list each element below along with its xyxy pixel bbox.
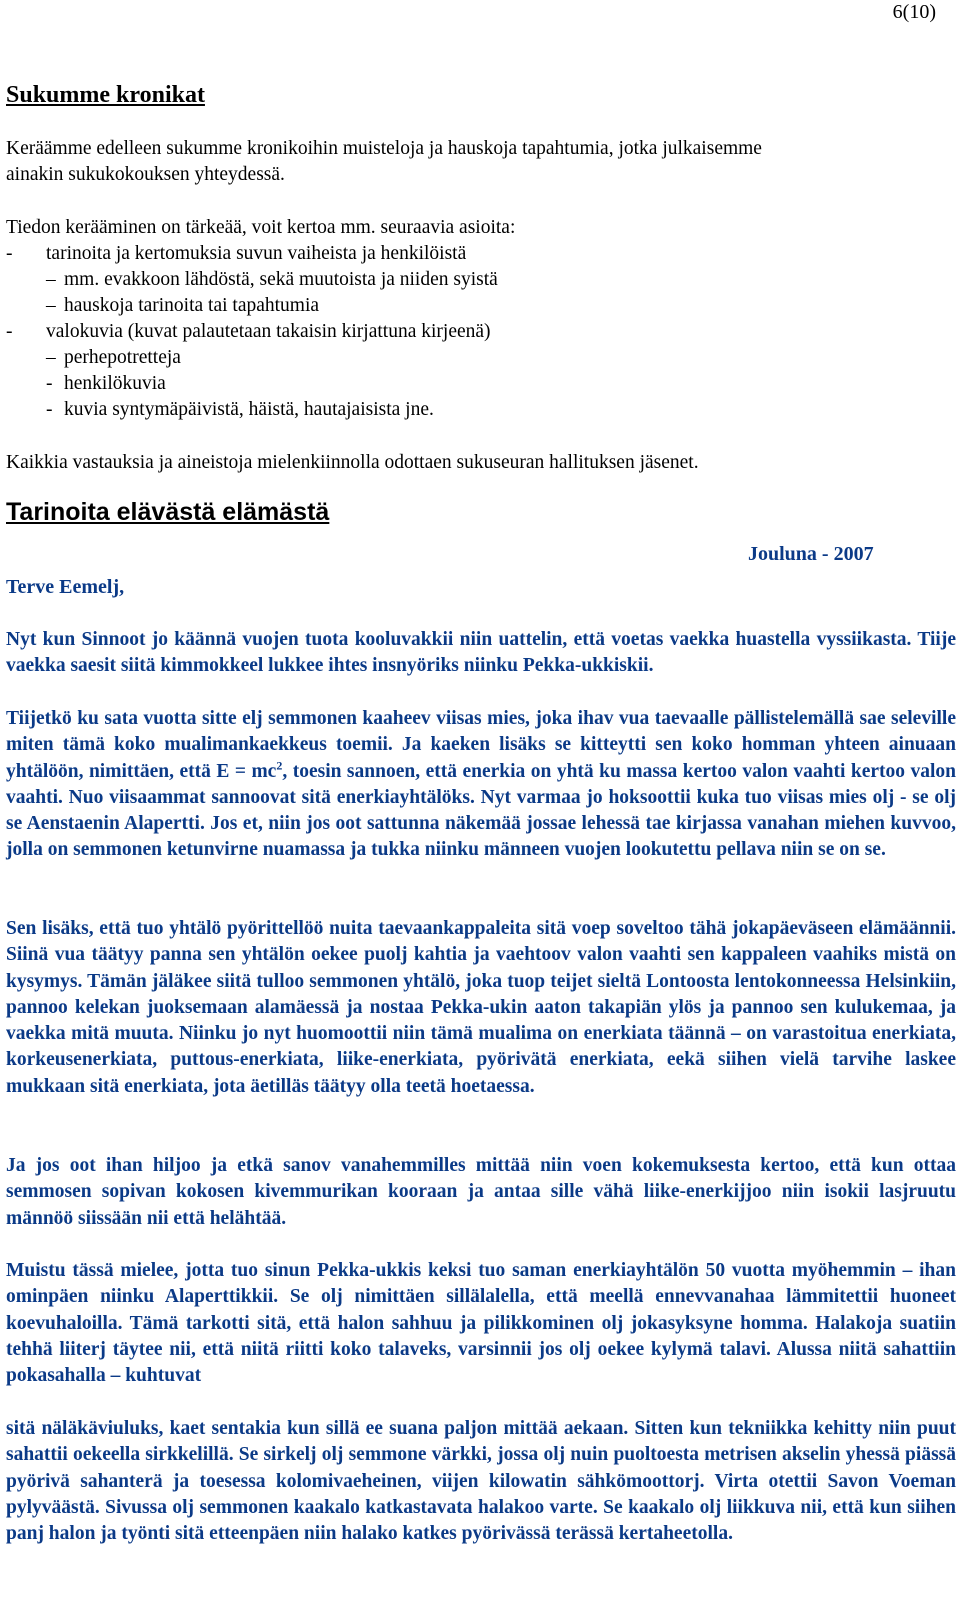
letter-paragraph-2-start: Tiijetkö ku sata vuotta sitte elj semmonen kaaheev viisas mies, joka ihav vua taevaalle pällistelemällä sae seleville miten tämä koko mualimankaekkeus toemii. Ja kaeken lisäks se kitteytti sen koko homman yhteen ainuaan yhtälöön, nimittäen, että E = mc — [6, 708, 956, 782]
equation-exponent: 2 — [276, 758, 283, 773]
list-marker: - — [6, 321, 13, 342]
list-item-text: valokuvia (kuvat palautetaan takaisin kirjattuna kirjeenä) — [46, 321, 491, 342]
list-marker: – — [46, 269, 56, 290]
list-item-text: kuvia syntymäpäivistä, häistä, hautajaisista jne. — [64, 399, 434, 420]
list-item-text: henkilökuvia — [64, 373, 166, 394]
list-item-text: tarinoita ja kertomuksia suvun vaiheista ja henkilöistä — [46, 243, 467, 264]
letter-paragraph-6: sitä näläkäviuluks, kaet sentakia kun sillä ee suana paljon mittää aekaan. Sitten kun tekniikka kehitty niin puut sahattii oekeella sirkkelillä. Se sirkelj olj semmone värkki, jossa olj nuin puoltoesta metrisen akselin yhessä piässä pyörivä sahanterä ja toesessa kolomivaeheinen, viijen kilowatin sähkömoottorj. Virta otettii Savon Voeman pylyväästä. Sivussa olj semmonen kaakalo katkastavata halakoo varte. Se kaakalo olj liikkuva nii, että kun siihen panj halon ja työnti sitä etteenpäen niin halako katkes pyörivässä terässä kertaheetolla. — [6, 1418, 956, 1545]
chronicles-closing-text: Kaikkia vastauksia ja aineistoja mielenkiinnolla odottaen sukuseuran hallituksen jäsenet. — [6, 452, 699, 473]
list-item-text: mm. evakkoon lähdöstä, sekä muutoista ja niiden syistä — [64, 269, 498, 290]
list-marker: - — [46, 399, 53, 420]
letter-greeting: Terve Eemelj, — [6, 576, 125, 598]
page-number: 6(10) — [892, 1, 936, 23]
chronicles-heading: Sukumme kronikat — [6, 82, 205, 108]
letter-paragraph-2 — [6, 706, 956, 864]
letter-paragraph-1: Nyt kun Sinnoot jo käännä vuojen tuota kooluvakkii niin uattelin, että voetas vaekka huastella vyssiikasta. Tiije vaekka saesit siitä kimmokkeel lukkee ihtes insnyöriks niinku Pekka-ukkiskii. — [6, 629, 956, 677]
letter-date: Jouluna - 2007 — [748, 543, 874, 565]
chronicles-intro-line-1: Keräämme edelleen sukumme kronikoihin muisteloja ja hauskoja tapahtumia, jotka julkaisemme — [6, 138, 762, 159]
letter-paragraph-4: Ja jos oot ihan hiljoo ja etkä sanov vanahemmilles mittää niin voen kokemuksesta kertoo, että kun ottaa semmosen sopivan kokosen kivemmurikan kooraan ja antaa sille vähä liike-enerkijjoo niin isokii lasjruutu männöö siissään nii että helähtää. — [6, 1155, 956, 1229]
letter-paragraph-2-end: , toesin sannoen, että enerkia on yhtä ku massa kertoo valon vaahti kertoo valon vaahti. Nuo viisaammat sannoovat sitä enerkiayhtälöks. Nyt varmaa jo hoksoottii kuka tuo viisas mies olj - se olj se Aenstaenin Alapertti. Jos et, niin jos oot sattunna näkemää jossae lehessä tae kirjassa vanahan miehen kuvvoo, jolla on semmonen ketunvirne nuamassa ja tukka niinku männeen vuojen lookutettu pellava niin se on se. — [6, 760, 956, 861]
list-item-text: hauskoja tarinoita tai tapahtumia — [64, 295, 320, 316]
stories-heading: Tarinoita elävästä elämästä — [6, 498, 330, 526]
list-marker: – — [46, 347, 56, 368]
letter-paragraph-5: Muistu tässä mielee, jotta tuo sinun Pekka-ukkis keksi tuo saman enerkiayhtälön 50 vuotta myöhemmin – ihan ominpäen niinku Alaperttikkii. Se olj nimittäen sillälalella, että meellä ennevvanahaa lämmitettii huoneet koevuhaloilla. Tämä tarkotti sitä, että halon sahhuu ja pilikkominen olj jokasyksyne homma. Halakoja suatiin tehhä liiterj täytee nii, että niitä riitti koko talaveks, varsinnii jos olj oekee kylymä talavi. Alussa niitä sahattiin pokasahalla – kuhtuvat — [6, 1260, 956, 1387]
list-item-text: perhepotretteja — [64, 347, 181, 368]
chronicles-intro-line-2: ainakin sukukokouksen yhteydessä. — [6, 164, 285, 185]
letter-paragraph-3: Sen lisäks, että tuo yhtälö pyörittellöö nuita taevaankappaleita sitä voep soveltoo tähä jokapäeväseen elämäännii. Siinä vua täätyy panna sen yhtälön oekee puolj kahtia ja vaehtoov valon vaahti sen kappaleen vaahiks mistä on kysymys. Tämän jäläkee siitä tulloo semmonen yhtälö, joka tuop teijet sieltä Lontoosta lentokonneessa Helsinkiin, pannoo kelekan juoksemaan alamäessä ja nostaa Pekka-ukin aaton takapiän ylös ja pannoo sen kulukemaa, ja vaekka mitä muuta. Niinku jo nyt huomoottii niin tämä mualima on enerkiata täännä – on varastoitua enerkiata, korkeusenerkiata, puttous-enerkiata, liike-enerkiata, pyörivätä enerkiata, eekä siihen vielä tarvihe laskee mukkaan sitä enerkiata, jota äetilläs täätyy olla teetä hoetaessa. — [6, 918, 956, 1097]
info-lead-text: Tiedon kerääminen on tärkeää, voit kertoa mm. seuraavia asioita: — [6, 217, 516, 238]
list-marker: – — [46, 295, 56, 316]
list-marker: - — [46, 373, 53, 394]
list-marker: - — [6, 243, 13, 264]
